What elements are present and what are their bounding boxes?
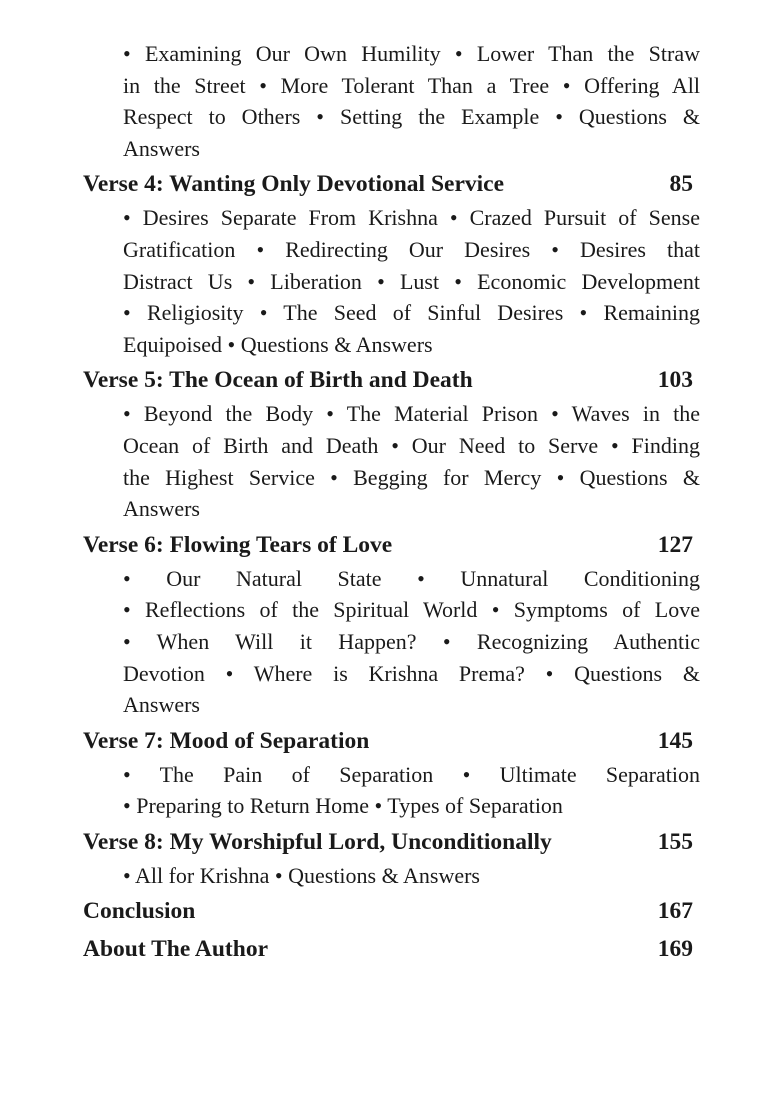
toc-subtopics-line: • Reflections of the Spiritual World • Symptoms of Love — [123, 597, 700, 623]
toc-subtopics-line: • Religiosity • The Seed of Sinful Desires • Remaining — [123, 300, 700, 326]
toc-entry-title: Verse 7: Mood of Separation — [83, 727, 370, 754]
toc-entry-title: Verse 6: Flowing Tears of Love — [83, 531, 393, 558]
toc-entry-title: Verse 5: The Ocean of Birth and Death — [83, 367, 473, 394]
toc-subtopics-line: Answers — [123, 135, 200, 161]
toc-page-number: 85 — [669, 171, 693, 198]
toc-subtopics-line: Respect to Others • Setting the Example • Questions & — [123, 104, 700, 130]
toc-subtopics-line: • Our Natural State • Unnatural Conditioning — [123, 565, 700, 591]
toc-subtopics-line: • The Pain of Separation • Ultimate Separation — [123, 761, 700, 787]
toc-entry[interactable] — [83, 894, 693, 929]
toc-subtopics-line: the Highest Service • Begging for Mercy • Questions & — [123, 464, 700, 490]
toc-subtopics-line: Equipoised • Questions & Answers — [123, 331, 433, 357]
toc-page-number: 155 — [657, 828, 693, 855]
toc-page-number: 103 — [657, 367, 693, 394]
toc-subtopics-line: Devotion • Where is Krishna Prema? • Questions & — [123, 660, 700, 686]
toc-entry-title: About The Author — [83, 936, 269, 963]
toc-entry[interactable] — [83, 167, 693, 202]
toc-page-number: 169 — [657, 936, 693, 963]
toc-entry[interactable] — [83, 932, 693, 967]
toc-subtopics-line: Distract Us • Liberation • Lust • Economic Development — [123, 268, 700, 294]
toc-entry-title: Verse 8: My Worshipful Lord, Unconditionally — [83, 828, 552, 855]
toc-page-number: 127 — [657, 531, 693, 558]
toc-subtopics-line: Answers — [123, 692, 200, 718]
toc-subtopics-line: • Desires Separate From Krishna • Crazed Pursuit of Sense — [123, 205, 700, 231]
toc-entry[interactable] — [83, 825, 693, 860]
toc-page-number: 167 — [657, 898, 693, 925]
toc-subtopics-line: • All for Krishna • Questions & Answers — [123, 862, 480, 888]
toc-subtopics-line: • When Will it Happen? • Recognizing Authentic — [123, 628, 700, 654]
toc-subtopics-line: Answers — [123, 496, 200, 522]
toc-page-number: 145 — [657, 727, 693, 754]
toc-subtopics-line: • Beyond the Body • The Material Prison • Waves in the — [123, 401, 700, 427]
toc-entry[interactable] — [83, 724, 693, 759]
toc-entry[interactable] — [83, 363, 693, 398]
toc-subtopics-line: • Examining Our Own Humility • Lower Than the Straw — [123, 41, 700, 66]
toc-subtopics-line: Gratification • Redirecting Our Desires • Desires that — [123, 236, 700, 262]
toc-entry-title: Conclusion — [83, 898, 196, 925]
toc-entry[interactable] — [83, 528, 693, 563]
toc-subtopics-line: • Preparing to Return Home • Types of Separation — [123, 793, 563, 819]
toc-subtopics-line: in the Street • More Tolerant Than a Tree • Offering All — [123, 72, 700, 98]
toc-subtopics-line: Ocean of Birth and Death • Our Need to Serve • Finding — [123, 432, 700, 458]
toc-entry-title: Verse 4: Wanting Only Devotional Service — [83, 171, 505, 198]
table-of-contents — [0, 38, 780, 967]
